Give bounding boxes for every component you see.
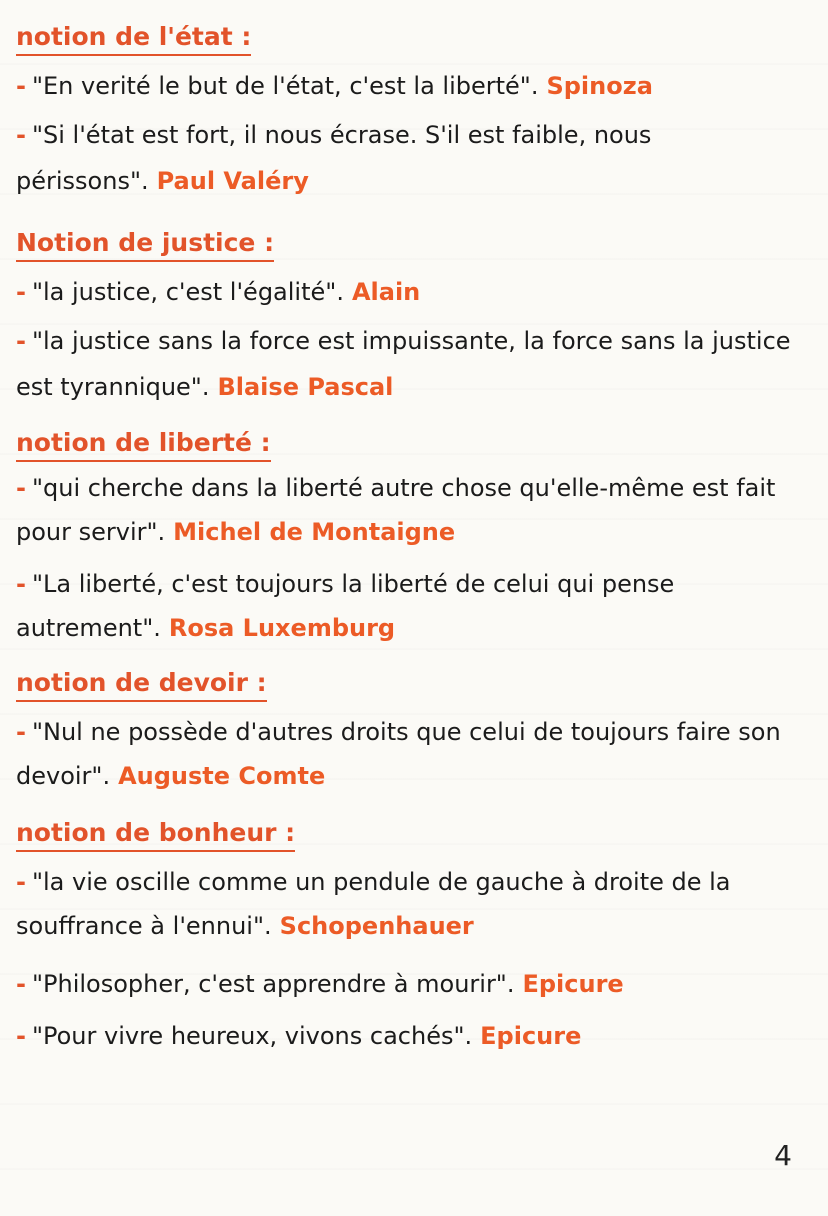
quote-text: "En verité le but de l'état, c'est la liberté". — [31, 72, 539, 100]
section-justice — [16, 228, 808, 410]
quote-pascal — [16, 318, 808, 410]
quote-epicure-1 — [16, 958, 808, 1010]
quote-author: Auguste Comte — [118, 762, 326, 790]
page-number: 4 — [774, 1139, 792, 1172]
quote-text: "qui cherche dans la liberté autre chose qu'elle-même est fait pour servir". — [16, 474, 776, 546]
quote-author: Spinoza — [546, 72, 653, 100]
quote-author: Schopenhauer — [279, 912, 474, 940]
quote-author: Michel de Montaigne — [173, 518, 456, 546]
quote-author: Epicure — [480, 1022, 582, 1050]
bullet-dash: - — [16, 718, 26, 746]
quote-alain — [16, 266, 808, 318]
quote-schopenhauer — [16, 860, 808, 948]
quote-text: "la vie oscille comme un pendule de gauche à droite de la souffrance à l'ennui". — [16, 868, 731, 940]
section-liberte — [16, 428, 808, 650]
quote-text: "la justice, c'est l'égalité". — [31, 278, 344, 306]
heading-etat: notion de l'état : — [16, 22, 251, 56]
bullet-dash: - — [16, 970, 26, 998]
quote-author: Rosa Luxemburg — [168, 614, 396, 642]
quote-author: Paul Valéry — [156, 167, 309, 195]
bullet-dash: - — [16, 121, 26, 149]
quote-author: Alain — [351, 278, 421, 306]
bullet-dash: - — [16, 868, 26, 896]
heading-devoir: notion de devoir : — [16, 668, 267, 702]
quote-montaigne — [16, 466, 808, 554]
quote-text: "Pour vivre heureux, vivons cachés". — [31, 1022, 473, 1050]
quote-text: "la justice sans la force est impuissante, la force sans la justice est tyrannique". — [16, 327, 791, 401]
bullet-dash: - — [16, 278, 26, 306]
quote-spinoza — [16, 60, 808, 112]
quote-valery — [16, 112, 808, 204]
quote-comte — [16, 710, 808, 798]
section-etat — [16, 22, 808, 204]
quote-author: Blaise Pascal — [217, 373, 394, 401]
quote-text: "Si l'état est fort, il nous écrase. S'il est faible, nous périssons". — [16, 121, 652, 195]
heading-justice: Notion de justice : — [16, 228, 274, 262]
quote-text: "La liberté, c'est toujours la liberté de celui qui pense autrement". — [16, 570, 675, 642]
section-bonheur — [16, 818, 808, 1062]
bullet-dash: - — [16, 474, 26, 502]
quote-text: "Philosopher, c'est apprendre à mourir". — [31, 970, 515, 998]
heading-liberte: notion de liberté : — [16, 428, 271, 462]
bullet-dash: - — [16, 1022, 26, 1050]
quote-text: "Nul ne possède d'autres droits que celui de toujours faire son devoir". — [16, 718, 781, 790]
quote-luxemburg — [16, 562, 808, 650]
bullet-dash: - — [16, 327, 26, 355]
quote-epicure-2 — [16, 1010, 808, 1062]
heading-bonheur: notion de bonheur : — [16, 818, 295, 852]
quote-author: Epicure — [522, 970, 624, 998]
bullet-dash: - — [16, 570, 26, 598]
section-devoir — [16, 668, 808, 798]
bullet-dash: - — [16, 72, 26, 100]
